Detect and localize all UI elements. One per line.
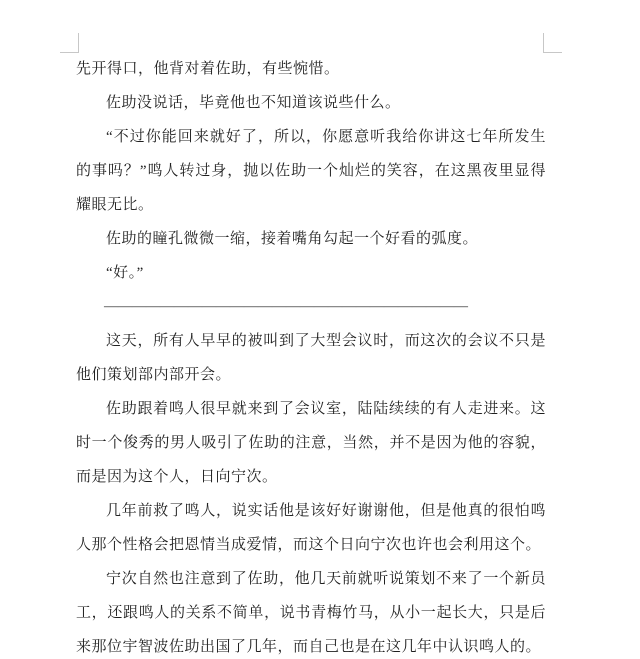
paragraph-6: 这天，所有人早早的被叫到了大型会议时，而这次的会议不只是他们策划部内部开会。 [76, 333, 546, 383]
document-body [76, 52, 546, 659]
paragraph-5: “好。” [106, 265, 144, 281]
text-boundary-mark-top-right [543, 33, 562, 53]
text-boundary-mark-top-left [60, 33, 79, 53]
paragraph-9: 宁次自然也注意到了佐助，他几天前就听说策划不来了一个新员工，还跟鸣人的关系不简单，说书青梅竹马，从小一起长大，只是后来那位宇智波佐助出国了几年，而自己也是在这几年中认识鸣人的。 [76, 571, 546, 655]
paragraph-3: “不过你能回来就好了，所以，你愿意听我给你讲这七年所发生的事吗？”鸣人转过身，抛以佐助一个灿烂的笑容，在这黑夜里显得耀眼无比。 [76, 129, 546, 213]
paragraph-4: 佐助的瞳孔微微一缩，接着嘴角勾起一个好看的弧度。 [106, 231, 479, 247]
section-divider: —————————————————————————— [104, 299, 468, 314]
paragraph-1: 先开得口，他背对着佐助，有些惋惜。 [76, 61, 340, 77]
paragraph-7: 佐助跟着鸣人很早就来到了会议室，陆陆续续的有人走进来。这时一个俊秀的男人吸引了佐助的注意，当然，并不是因为他的容貌，而是因为这个人，日向宁次。 [76, 401, 546, 485]
paragraph-8: 几年前救了鸣人，说实话他是该好好谢谢他，但是他真的很怕鸣人那个性格会把恩情当成爱情，而这个日向宁次也许也会利用这个。 [76, 503, 546, 553]
paragraph-2: 佐助没说话，毕竟他也不知道该说些什么。 [106, 95, 401, 111]
